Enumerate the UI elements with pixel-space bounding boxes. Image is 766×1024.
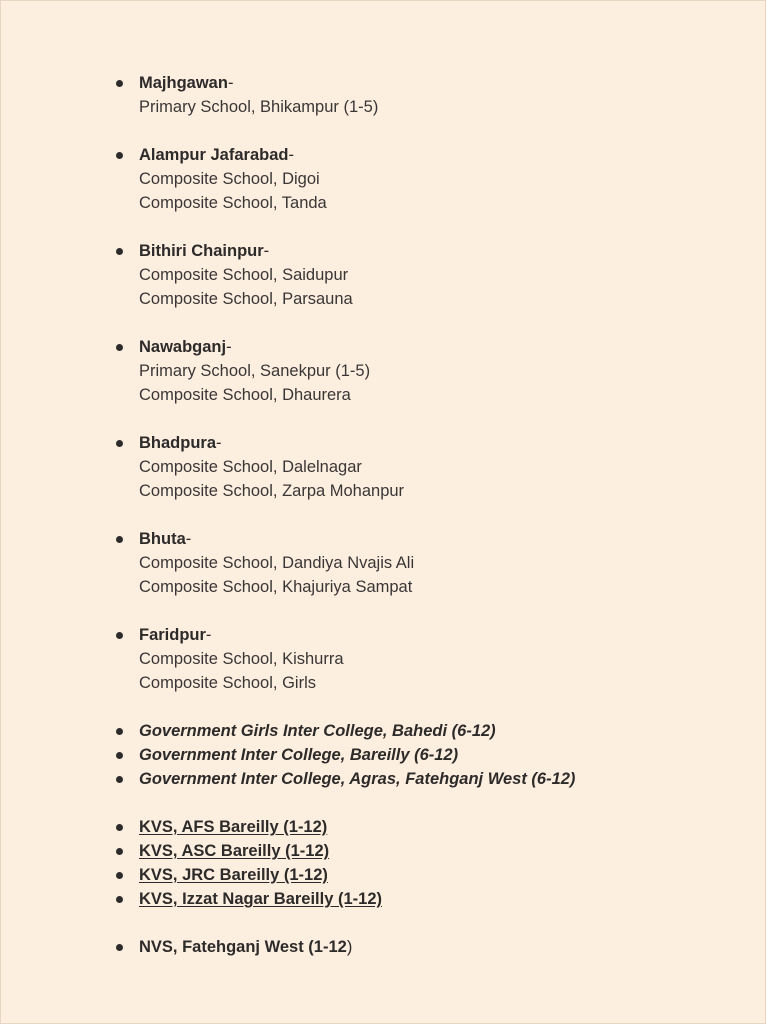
block-suffix: - <box>226 338 232 356</box>
block-suffix: - <box>227 74 234 92</box>
bullet-icon <box>116 344 123 351</box>
school-list <box>0 71 766 959</box>
block-item-majhgawan <box>0 71 766 119</box>
school-name: Composite School, Zarpa Mohanpur <box>139 482 405 500</box>
school-name: Composite School, Parsauna <box>139 290 353 308</box>
bullet-icon <box>116 536 123 543</box>
school-name: Composite School, Saidupur <box>139 266 349 284</box>
block-name: Alampur Jafarabad <box>139 146 289 164</box>
block-name: Bhuta <box>139 530 186 548</box>
kvs-name: KVS, ASC Bareilly (1-12) <box>139 842 330 860</box>
bullet-icon <box>116 80 123 87</box>
school-name: Composite School, Dandiya Nvajis Ali <box>139 554 415 572</box>
college-name: Government Girls Inter College, Bahedi (6-12) <box>139 722 496 740</box>
nvs-name: NVS, Fatehganj West (1-12 <box>139 938 347 956</box>
college-item <box>0 719 766 743</box>
kvs-name: KVS, AFS Bareilly (1-12) <box>139 818 328 836</box>
bullet-icon <box>116 248 123 255</box>
kvs-item <box>0 863 766 887</box>
block-suffix: - <box>216 434 222 452</box>
block-item-alampur-jafarabad <box>0 143 766 215</box>
block-item-faridpur <box>0 623 766 695</box>
kvs-name: KVS, Izzat Nagar Bareilly (1-12) <box>139 890 383 908</box>
bullet-icon <box>116 776 123 783</box>
block-name: Faridpur <box>139 626 206 644</box>
school-name: Composite School, Dhaurera <box>139 386 351 404</box>
bullet-icon <box>116 872 123 879</box>
kvs-name: KVS, JRC Bareilly (1-12) <box>139 866 328 884</box>
block-item-bhadpura <box>0 431 766 503</box>
kvs-item <box>0 815 766 839</box>
school-name: Primary School, Sanekpur (1-5) <box>139 362 371 380</box>
college-item <box>0 767 766 791</box>
college-name: Government Inter College, Bareilly (6-12) <box>139 746 459 764</box>
block-name: Bhadpura <box>139 434 217 452</box>
school-name: Composite School, Khajuriya Sampat <box>139 578 413 596</box>
school-name: Composite School, Dalelnagar <box>139 458 362 476</box>
bullet-icon <box>116 848 123 855</box>
block-suffix: - <box>263 242 270 260</box>
block-suffix: - <box>185 530 192 548</box>
school-name: Composite School, Digoi <box>139 170 320 188</box>
block-suffix: - <box>288 146 294 164</box>
block-item-bhuta <box>0 527 766 599</box>
nvs-item <box>0 935 766 959</box>
block-name: Nawabganj <box>139 338 227 356</box>
bullet-icon <box>116 896 123 903</box>
school-name: Composite School, Tanda <box>139 194 327 212</box>
bullet-icon <box>116 440 123 447</box>
school-name: Composite School, Kishurra <box>139 650 344 668</box>
block-name: Majhgawan <box>139 74 228 92</box>
college-name: Government Inter College, Agras, Fatehganj West (6-12) <box>139 770 576 788</box>
school-name: Primary School, Bhikampur (1-5) <box>139 98 379 116</box>
block-item-nawabganj <box>0 335 766 407</box>
block-suffix: - <box>205 626 212 644</box>
bullet-icon <box>116 824 123 831</box>
college-item <box>0 743 766 767</box>
block-name: Bithiri Chainpur <box>139 242 264 260</box>
bullet-icon <box>116 632 123 639</box>
bullet-icon <box>116 752 123 759</box>
bullet-icon <box>116 944 123 951</box>
kvs-item <box>0 839 766 863</box>
bullet-icon <box>116 152 123 159</box>
bullet-icon <box>116 728 123 735</box>
block-item-bithiri-chainpur <box>0 239 766 311</box>
school-name: Composite School, Girls <box>139 674 316 692</box>
kvs-item <box>0 887 766 911</box>
nvs-suffix: ) <box>346 938 353 956</box>
